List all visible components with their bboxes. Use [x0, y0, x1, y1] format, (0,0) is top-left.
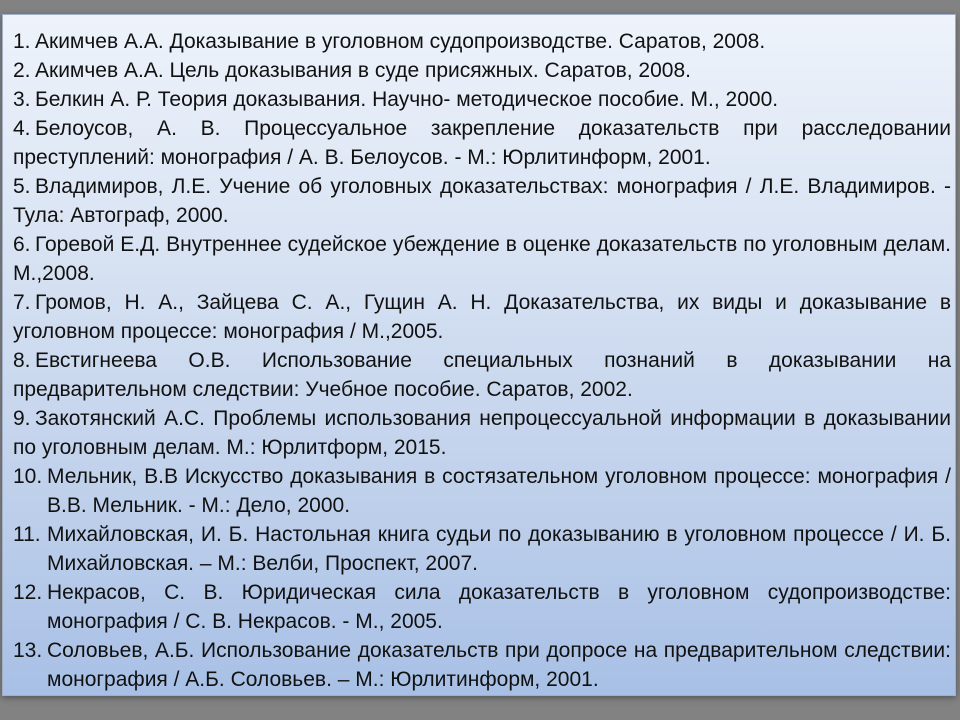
reference-text: Акимчев А.А. Доказывание в уголовном судопроизводстве. Саратов, 2008.: [35, 30, 766, 53]
reference-number: 8.: [13, 349, 31, 372]
reference-number: 3.: [13, 88, 31, 111]
reference-item-8: [13, 346, 951, 404]
reference-text: Мельник, В.В Искусство доказывания в состязательном уголовном процессе: монография / В.В. Мельник. - М.: Дело, 2000.: [47, 465, 951, 517]
reference-number: 11.: [13, 523, 41, 546]
reference-item-11: [13, 520, 951, 578]
reference-number: 10.: [13, 465, 43, 488]
reference-item-2: [13, 56, 951, 85]
reference-text: Белкин А. Р. Теория доказывания. Научно- методическое пособие. М., 2000.: [35, 88, 779, 111]
reference-item-3: [13, 85, 951, 114]
reference-number: 9.: [13, 407, 31, 430]
reference-item-13: [13, 636, 951, 694]
reference-number: 2.: [13, 59, 31, 82]
reference-number: 6.: [13, 233, 31, 256]
reference-item-4: [13, 114, 951, 172]
reference-number: 13.: [13, 639, 43, 662]
reference-text: Громов, Н. А., Зайцева С. А., Гущин А. Н. Доказательства, их виды и доказывание в уголовном процессе: монография / М.,2005.: [13, 291, 951, 343]
reference-text: Горевой Е.Д. Внутреннее судейское убеждение в оценке доказательств по уголовным делам. М.,2008.: [13, 233, 951, 285]
reference-text: Белоусов, А. В. Процессуальное закрепление доказательств при расследовании преступлений: монография / А. В. Белоусов. - М.: Юрлитинформ, 2001.: [13, 117, 951, 169]
reference-text: Закотянский А.С. Проблемы использования непроцессуальной информации в доказывании по уголовным делам. М.: Юрлитформ, 2015.: [13, 407, 951, 459]
reference-text: Соловьев, А.Б. Использование доказательств при допросе на предварительном следствии: монография / А.Б. Соловьев. – М.: Юрлитинформ, 2001.: [47, 639, 951, 691]
reference-item-1: [13, 27, 951, 56]
reference-item-5: [13, 172, 951, 230]
reference-item-10: [13, 462, 951, 520]
reference-number: 5.: [13, 175, 31, 198]
reference-text: Евстигнеева О.В. Использование специальных познаний в доказывании на предварительном следствии: Учебное пособие. Саратов, 2002.: [13, 349, 951, 401]
reference-text: Михайловская, И. Б. Настольная книга судьи по доказыванию в уголовном процессе / И. Б. Михайловская. – М.: Велби, Проспект, 2007.: [47, 523, 951, 575]
reference-text: Акимчев А.А. Цель доказывания в суде присяжных. Саратов, 2008.: [35, 59, 691, 82]
reference-text: Владимиров, Л.Е. Учение об уголовных доказательствах: монография / Л.Е. Владимиров. - Тула: Автограф, 2000.: [13, 175, 951, 227]
reference-item-6: [13, 230, 951, 288]
reference-item-7: [13, 288, 951, 346]
reference-item-12: [13, 578, 951, 636]
reference-item-9: [13, 404, 951, 462]
reference-text: Некрасов, С. В. Юридическая сила доказательств в уголовном судопроизводстве: монография / С. В. Некрасов. - М., 2005.: [47, 581, 951, 633]
bibliography-panel: [2, 14, 956, 696]
reference-number: 12.: [13, 581, 43, 604]
bibliography-list: [13, 27, 951, 694]
reference-number: 4.: [13, 117, 31, 140]
reference-number: 1.: [13, 30, 31, 53]
reference-number: 7.: [13, 291, 31, 314]
